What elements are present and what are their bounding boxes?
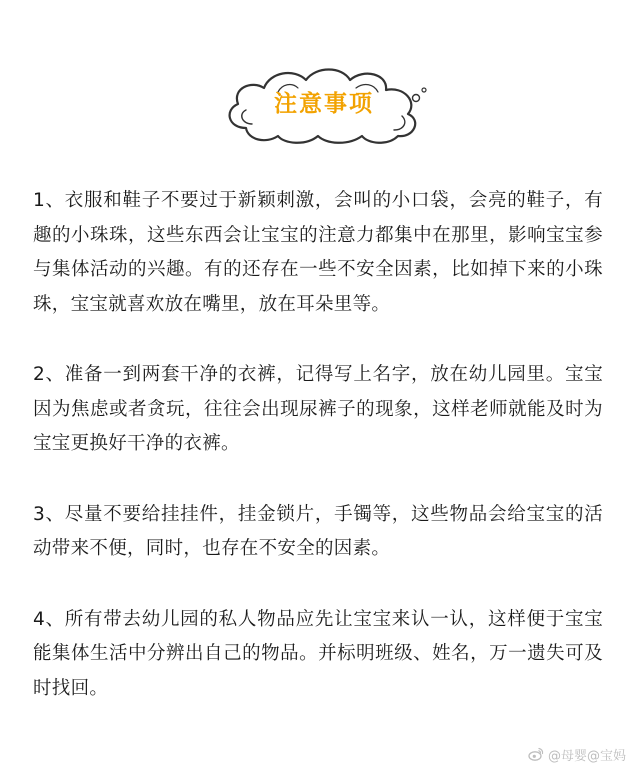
note-item-2: 2、准备一到两套干净的衣裤，记得写上名字，放在幼儿园里。宝宝因为焦虑或者贪玩，往往会出现尿裤子的现象，这样老师就能及时为宝宝更换好干净的衣裤。 bbox=[33, 364, 603, 454]
note-item-1: 1、衣服和鞋子不要过于新颖刺激，会叫的小口袋，会亮的鞋子，有趣的小珠珠，这些东西会让宝宝的注意力都集中在那里，影响宝宝参与集体活动的兴趣。有的还存在一些不安全因素，比如掉下来的小珠珠，宝宝就喜欢放在嘴里，放在耳朵里等。 bbox=[33, 190, 603, 315]
title-cloud bbox=[218, 58, 430, 150]
page-title: 注意事项 bbox=[274, 91, 374, 117]
watermark-text: @母婴@宝妈 bbox=[547, 748, 626, 764]
weibo-icon bbox=[528, 746, 544, 762]
notes-list bbox=[33, 184, 603, 706]
note-item-4: 4、所有带去幼儿园的私人物品应先让宝宝来认一认，这样便于宝宝能集体生活中分辨出自己的物品。并标明班级、姓名，万一遗失可及时找回。 bbox=[33, 608, 603, 699]
note-item-3: 3、尽量不要给挂挂件，挂金锁片，手镯等，这些物品会给宝宝的活动带来不便，同时，也存在不安全的因素。 bbox=[33, 503, 603, 559]
watermark bbox=[528, 743, 626, 765]
